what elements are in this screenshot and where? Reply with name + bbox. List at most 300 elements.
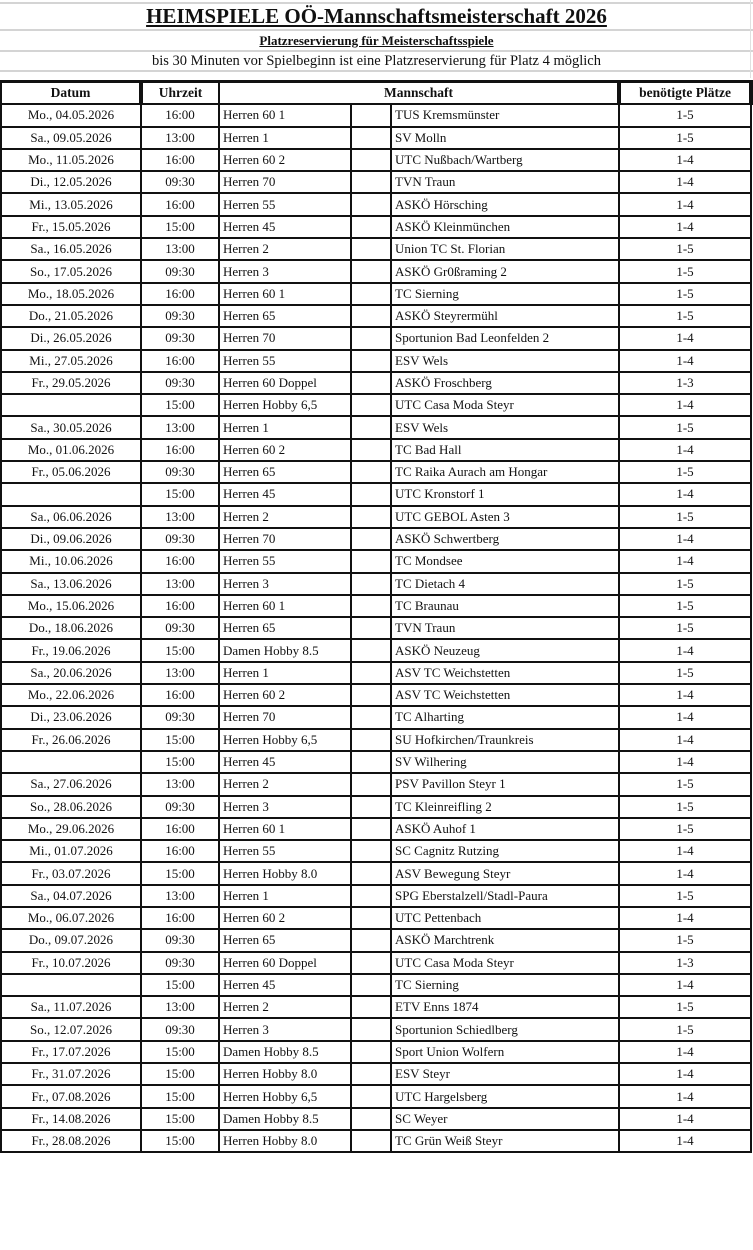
table-row [1, 639, 751, 661]
team-cell: Herren 60 2 [219, 907, 351, 929]
opponent-cell: TC Mondsee [391, 550, 619, 572]
courts-cell: 1-3 [619, 952, 751, 974]
blank-cell [351, 952, 391, 974]
date-cell: Di., 09.06.2026 [1, 528, 141, 550]
date-cell: Mi., 01.07.2026 [1, 840, 141, 862]
table-row [1, 439, 751, 461]
team-cell: Herren 2 [219, 773, 351, 795]
blank-cell [351, 283, 391, 305]
team-cell: Herren 45 [219, 751, 351, 773]
time-cell: 09:30 [141, 260, 219, 282]
opponent-cell: UTC Casa Moda Steyr [391, 394, 619, 416]
courts-cell: 1-5 [619, 573, 751, 595]
table-row [1, 260, 751, 282]
opponent-cell: ESV Steyr [391, 1063, 619, 1085]
courts-cell: 1-4 [619, 1063, 751, 1085]
opponent-cell: Sportunion Schiedlberg [391, 1018, 619, 1040]
courts-cell: 1-4 [619, 550, 751, 572]
table-row [1, 751, 751, 773]
date-cell: So., 28.06.2026 [1, 796, 141, 818]
opponent-cell: TC Sierning [391, 283, 619, 305]
courts-cell: 1-4 [619, 149, 751, 171]
blank-cell [351, 929, 391, 951]
date-cell: Mo., 22.06.2026 [1, 684, 141, 706]
team-cell: Herren Hobby 6,5 [219, 394, 351, 416]
courts-cell: 1-5 [619, 104, 751, 126]
blank-cell [351, 595, 391, 617]
time-cell: 13:00 [141, 416, 219, 438]
time-cell: 13:00 [141, 573, 219, 595]
table-row [1, 818, 751, 840]
team-cell: Herren 45 [219, 216, 351, 238]
team-cell: Herren 55 [219, 350, 351, 372]
time-cell: 15:00 [141, 1130, 219, 1152]
subtitle-text: Platzreservierung für Meisterschaftsspiele [259, 33, 494, 48]
date-cell: So., 12.07.2026 [1, 1018, 141, 1040]
date-cell: Mo., 29.06.2026 [1, 818, 141, 840]
courts-cell: 1-5 [619, 127, 751, 149]
team-cell: Herren 45 [219, 483, 351, 505]
courts-cell: 1-5 [619, 662, 751, 684]
header-team: Mannschaft [219, 82, 619, 105]
opponent-cell: ASV TC Weichstetten [391, 662, 619, 684]
table-row [1, 840, 751, 862]
date-cell: Fr., 29.05.2026 [1, 372, 141, 394]
date-cell: Di., 12.05.2026 [1, 171, 141, 193]
opponent-cell: TC Kleinreifling 2 [391, 796, 619, 818]
time-cell: 16:00 [141, 283, 219, 305]
team-cell: Damen Hobby 8.5 [219, 1108, 351, 1130]
blank-cell [351, 729, 391, 751]
blank-cell [351, 305, 391, 327]
table-row [1, 394, 751, 416]
date-cell: Fr., 05.06.2026 [1, 461, 141, 483]
team-cell: Herren 65 [219, 305, 351, 327]
team-cell: Herren 60 1 [219, 104, 351, 126]
gridline [0, 70, 753, 72]
courts-cell: 1-4 [619, 1108, 751, 1130]
table-row [1, 573, 751, 595]
date-cell [1, 974, 141, 996]
courts-cell: 1-4 [619, 1085, 751, 1107]
opponent-cell: Union TC St. Florian [391, 238, 619, 260]
courts-cell: 1-4 [619, 394, 751, 416]
blank-cell [351, 193, 391, 215]
time-cell: 13:00 [141, 127, 219, 149]
team-cell: Herren 2 [219, 238, 351, 260]
blank-cell [351, 796, 391, 818]
opponent-cell: SU Hofkirchen/Traunkreis [391, 729, 619, 751]
table-row [1, 171, 751, 193]
courts-cell: 1-4 [619, 729, 751, 751]
table-row [1, 885, 751, 907]
blank-cell [351, 127, 391, 149]
table-row [1, 862, 751, 884]
date-cell: Di., 26.05.2026 [1, 327, 141, 349]
time-cell: 16:00 [141, 350, 219, 372]
opponent-cell: ASV TC Weichstetten [391, 684, 619, 706]
team-cell: Herren 70 [219, 528, 351, 550]
opponent-cell: SPG Eberstalzell/Stadl-Paura [391, 885, 619, 907]
blank-cell [351, 216, 391, 238]
blank-cell [351, 751, 391, 773]
blank-cell [351, 350, 391, 372]
team-cell: Herren 3 [219, 796, 351, 818]
time-cell: 16:00 [141, 193, 219, 215]
table-row [1, 729, 751, 751]
date-cell: Fr., 14.08.2026 [1, 1108, 141, 1130]
table-row [1, 1130, 751, 1152]
blank-cell [351, 573, 391, 595]
team-cell: Herren Hobby 8.0 [219, 1063, 351, 1085]
time-cell: 16:00 [141, 818, 219, 840]
table-row [1, 127, 751, 149]
date-cell: Fr., 28.08.2026 [1, 1130, 141, 1152]
date-cell: Mi., 13.05.2026 [1, 193, 141, 215]
opponent-cell: TC Grün Weiß Steyr [391, 1130, 619, 1152]
opponent-cell: UTC Casa Moda Steyr [391, 952, 619, 974]
team-cell: Herren 70 [219, 171, 351, 193]
date-cell: Fr., 03.07.2026 [1, 862, 141, 884]
time-cell: 09:30 [141, 796, 219, 818]
blank-cell [351, 773, 391, 795]
date-cell: Mo., 18.05.2026 [1, 283, 141, 305]
blank-cell [351, 1018, 391, 1040]
blank-cell [351, 1130, 391, 1152]
courts-cell: 1-4 [619, 974, 751, 996]
courts-cell: 1-5 [619, 283, 751, 305]
date-cell: Fr., 19.06.2026 [1, 639, 141, 661]
time-cell: 16:00 [141, 149, 219, 171]
team-cell: Herren Hobby 8.0 [219, 1130, 351, 1152]
team-cell: Herren 60 2 [219, 439, 351, 461]
team-cell: Herren 3 [219, 260, 351, 282]
blank-cell [351, 885, 391, 907]
time-cell: 15:00 [141, 729, 219, 751]
table-body [1, 104, 751, 1152]
team-cell: Damen Hobby 8.5 [219, 1041, 351, 1063]
time-cell: 15:00 [141, 862, 219, 884]
blank-cell [351, 907, 391, 929]
team-cell: Herren 1 [219, 662, 351, 684]
blank-cell [351, 483, 391, 505]
opponent-cell: ASKÖ Marchtrenk [391, 929, 619, 951]
team-cell: Herren 60 1 [219, 283, 351, 305]
opponent-cell: ASKÖ Auhof 1 [391, 818, 619, 840]
opponent-cell: TVN Traun [391, 617, 619, 639]
time-cell: 13:00 [141, 506, 219, 528]
time-cell: 09:30 [141, 617, 219, 639]
date-cell: Fr., 15.05.2026 [1, 216, 141, 238]
date-cell [1, 394, 141, 416]
courts-cell: 1-5 [619, 617, 751, 639]
courts-cell: 1-5 [619, 1018, 751, 1040]
time-cell: 16:00 [141, 907, 219, 929]
date-cell: Mi., 10.06.2026 [1, 550, 141, 572]
header-date: Datum [1, 82, 141, 105]
table-row [1, 1018, 751, 1040]
table-row [1, 305, 751, 327]
date-cell: Mi., 27.05.2026 [1, 350, 141, 372]
date-cell [1, 751, 141, 773]
table-row [1, 773, 751, 795]
date-cell: Sa., 20.06.2026 [1, 662, 141, 684]
courts-cell: 1-4 [619, 706, 751, 728]
date-cell: Sa., 06.06.2026 [1, 506, 141, 528]
table-row [1, 416, 751, 438]
team-cell: Herren 65 [219, 617, 351, 639]
gridline [0, 29, 753, 31]
date-cell: Mo., 04.05.2026 [1, 104, 141, 126]
table-row [1, 952, 751, 974]
time-cell: 09:30 [141, 305, 219, 327]
blank-cell [351, 1108, 391, 1130]
courts-cell: 1-4 [619, 528, 751, 550]
courts-cell: 1-4 [619, 639, 751, 661]
courts-cell: 1-4 [619, 840, 751, 862]
team-cell: Herren 60 Doppel [219, 372, 351, 394]
table-row [1, 506, 751, 528]
courts-cell: 1-4 [619, 907, 751, 929]
opponent-cell: UTC Nußbach/Wartberg [391, 149, 619, 171]
opponent-cell: ETV Enns 1874 [391, 996, 619, 1018]
date-cell: Fr., 10.07.2026 [1, 952, 141, 974]
date-cell: Fr., 17.07.2026 [1, 1041, 141, 1063]
date-cell: Fr., 31.07.2026 [1, 1063, 141, 1085]
team-cell: Herren 1 [219, 127, 351, 149]
opponent-cell: ESV Wels [391, 416, 619, 438]
team-cell: Herren 1 [219, 416, 351, 438]
table-row [1, 706, 751, 728]
opponent-cell: ASKÖ Schwertberg [391, 528, 619, 550]
table-row [1, 216, 751, 238]
blank-cell [351, 617, 391, 639]
team-cell: Herren 55 [219, 193, 351, 215]
opponent-cell: ASV Bewegung Steyr [391, 862, 619, 884]
date-cell: Sa., 11.07.2026 [1, 996, 141, 1018]
blank-cell [351, 862, 391, 884]
table-row [1, 283, 751, 305]
time-cell: 15:00 [141, 394, 219, 416]
time-cell: 15:00 [141, 639, 219, 661]
time-cell: 16:00 [141, 595, 219, 617]
header-time: Uhrzeit [141, 82, 219, 105]
courts-cell: 1-5 [619, 260, 751, 282]
team-cell: Herren 65 [219, 461, 351, 483]
table-row [1, 327, 751, 349]
time-cell: 13:00 [141, 996, 219, 1018]
blank-cell [351, 550, 391, 572]
date-cell: Di., 23.06.2026 [1, 706, 141, 728]
courts-cell: 1-5 [619, 796, 751, 818]
opponent-cell: TC Bad Hall [391, 439, 619, 461]
opponent-cell: TC Braunau [391, 595, 619, 617]
team-cell: Herren Hobby 8.0 [219, 862, 351, 884]
table-row [1, 996, 751, 1018]
time-cell: 15:00 [141, 751, 219, 773]
table-row [1, 372, 751, 394]
team-cell: Herren 3 [219, 1018, 351, 1040]
table-row [1, 483, 751, 505]
table-row [1, 149, 751, 171]
table-row [1, 550, 751, 572]
blank-cell [351, 996, 391, 1018]
date-cell: Sa., 09.05.2026 [1, 127, 141, 149]
courts-cell: 1-5 [619, 238, 751, 260]
table-row [1, 1063, 751, 1085]
team-cell: Herren 70 [219, 327, 351, 349]
courts-cell: 1-4 [619, 862, 751, 884]
time-cell: 16:00 [141, 104, 219, 126]
blank-cell [351, 416, 391, 438]
team-cell: Herren Hobby 6,5 [219, 1085, 351, 1107]
opponent-cell: UTC Hargelsberg [391, 1085, 619, 1107]
blank-cell [351, 662, 391, 684]
blank-cell [351, 394, 391, 416]
table-row [1, 528, 751, 550]
courts-cell: 1-4 [619, 171, 751, 193]
date-cell: Do., 09.07.2026 [1, 929, 141, 951]
time-cell: 09:30 [141, 461, 219, 483]
time-cell: 15:00 [141, 1085, 219, 1107]
team-cell: Herren 60 Doppel [219, 952, 351, 974]
courts-cell: 1-5 [619, 885, 751, 907]
date-cell: Mo., 15.06.2026 [1, 595, 141, 617]
opponent-cell: UTC GEBOL Asten 3 [391, 506, 619, 528]
table-row [1, 595, 751, 617]
courts-cell: 1-5 [619, 305, 751, 327]
table-row [1, 193, 751, 215]
courts-cell: 1-5 [619, 929, 751, 951]
time-cell: 09:30 [141, 171, 219, 193]
header-courts: benötigte Plätze [619, 82, 751, 105]
blank-cell [351, 506, 391, 528]
courts-cell: 1-4 [619, 216, 751, 238]
table-row [1, 684, 751, 706]
table-row [1, 104, 751, 126]
blank-cell [351, 1085, 391, 1107]
time-cell: 15:00 [141, 483, 219, 505]
courts-cell: 1-5 [619, 996, 751, 1018]
schedule-table [0, 80, 753, 1153]
opponent-cell: ASKÖ Steyrermühl [391, 305, 619, 327]
opponent-cell: SV Wilhering [391, 751, 619, 773]
date-cell: So., 17.05.2026 [1, 260, 141, 282]
table-row [1, 796, 751, 818]
date-cell: Sa., 04.07.2026 [1, 885, 141, 907]
time-cell: 15:00 [141, 1063, 219, 1085]
time-cell: 09:30 [141, 952, 219, 974]
table-row [1, 974, 751, 996]
table-row [1, 1041, 751, 1063]
time-cell: 09:30 [141, 706, 219, 728]
blank-cell [351, 149, 391, 171]
team-cell: Herren 3 [219, 573, 351, 595]
team-cell: Herren 1 [219, 885, 351, 907]
table-row [1, 350, 751, 372]
date-cell: Sa., 27.06.2026 [1, 773, 141, 795]
blank-cell [351, 1041, 391, 1063]
reservation-note: bis 30 Minuten vor Spielbeginn ist eine Platzreservierung für Platz 4 möglich [151, 53, 601, 69]
date-cell: Mo., 01.06.2026 [1, 439, 141, 461]
opponent-cell: TVN Traun [391, 171, 619, 193]
blank-cell [351, 706, 391, 728]
team-cell: Herren 70 [219, 706, 351, 728]
team-cell: Herren Hobby 6,5 [219, 729, 351, 751]
time-cell: 15:00 [141, 1108, 219, 1130]
table-row [1, 617, 751, 639]
time-cell: 09:30 [141, 528, 219, 550]
opponent-cell: ASKÖ Kleinmünchen [391, 216, 619, 238]
time-cell: 15:00 [141, 974, 219, 996]
date-cell: Mo., 06.07.2026 [1, 907, 141, 929]
page-title [0, 4, 753, 28]
team-cell: Herren 60 2 [219, 684, 351, 706]
time-cell: 16:00 [141, 439, 219, 461]
opponent-cell: Sportunion Bad Leonfelden 2 [391, 327, 619, 349]
date-cell: Mo., 11.05.2026 [1, 149, 141, 171]
page-subtitle [0, 33, 753, 49]
table-row [1, 662, 751, 684]
courts-cell: 1-4 [619, 439, 751, 461]
courts-cell: 1-4 [619, 751, 751, 773]
date-cell: Sa., 16.05.2026 [1, 238, 141, 260]
time-cell: 09:30 [141, 929, 219, 951]
team-cell: Herren 45 [219, 974, 351, 996]
opponent-cell: Sport Union Wolfern [391, 1041, 619, 1063]
opponent-cell: TC Raika Aurach am Hongar [391, 461, 619, 483]
date-cell: Sa., 13.06.2026 [1, 573, 141, 595]
time-cell: 16:00 [141, 840, 219, 862]
team-cell: Herren 2 [219, 996, 351, 1018]
courts-cell: 1-3 [619, 372, 751, 394]
date-cell: Do., 18.06.2026 [1, 617, 141, 639]
courts-cell: 1-5 [619, 506, 751, 528]
opponent-cell: UTC Pettenbach [391, 907, 619, 929]
date-cell: Sa., 30.05.2026 [1, 416, 141, 438]
team-cell: Herren 65 [219, 929, 351, 951]
opponent-cell: ESV Wels [391, 350, 619, 372]
blank-cell [351, 439, 391, 461]
courts-cell: 1-5 [619, 595, 751, 617]
courts-cell: 1-4 [619, 1130, 751, 1152]
blank-cell [351, 104, 391, 126]
team-cell: Herren 60 1 [219, 595, 351, 617]
courts-cell: 1-5 [619, 773, 751, 795]
opponent-cell: ASKÖ Neuzeug [391, 639, 619, 661]
blank-cell [351, 238, 391, 260]
table-row [1, 1085, 751, 1107]
opponent-cell: ASKÖ Gr0ßraming 2 [391, 260, 619, 282]
blank-cell [351, 461, 391, 483]
blank-cell [351, 327, 391, 349]
date-cell: Do., 21.05.2026 [1, 305, 141, 327]
title-text: HEIMSPIELE OÖ-Mannschaftsmeisterschaft 2026 [146, 4, 607, 28]
time-cell: 09:30 [141, 1018, 219, 1040]
table-row [1, 238, 751, 260]
date-cell [1, 483, 141, 505]
time-cell: 09:30 [141, 327, 219, 349]
opponent-cell: SC Weyer [391, 1108, 619, 1130]
blank-cell [351, 171, 391, 193]
opponent-cell: ASKÖ Froschberg [391, 372, 619, 394]
opponent-cell: SV Molln [391, 127, 619, 149]
opponent-cell: TC Alharting [391, 706, 619, 728]
blank-cell [351, 818, 391, 840]
blank-cell [351, 684, 391, 706]
courts-cell: 1-4 [619, 350, 751, 372]
team-cell: Herren 2 [219, 506, 351, 528]
